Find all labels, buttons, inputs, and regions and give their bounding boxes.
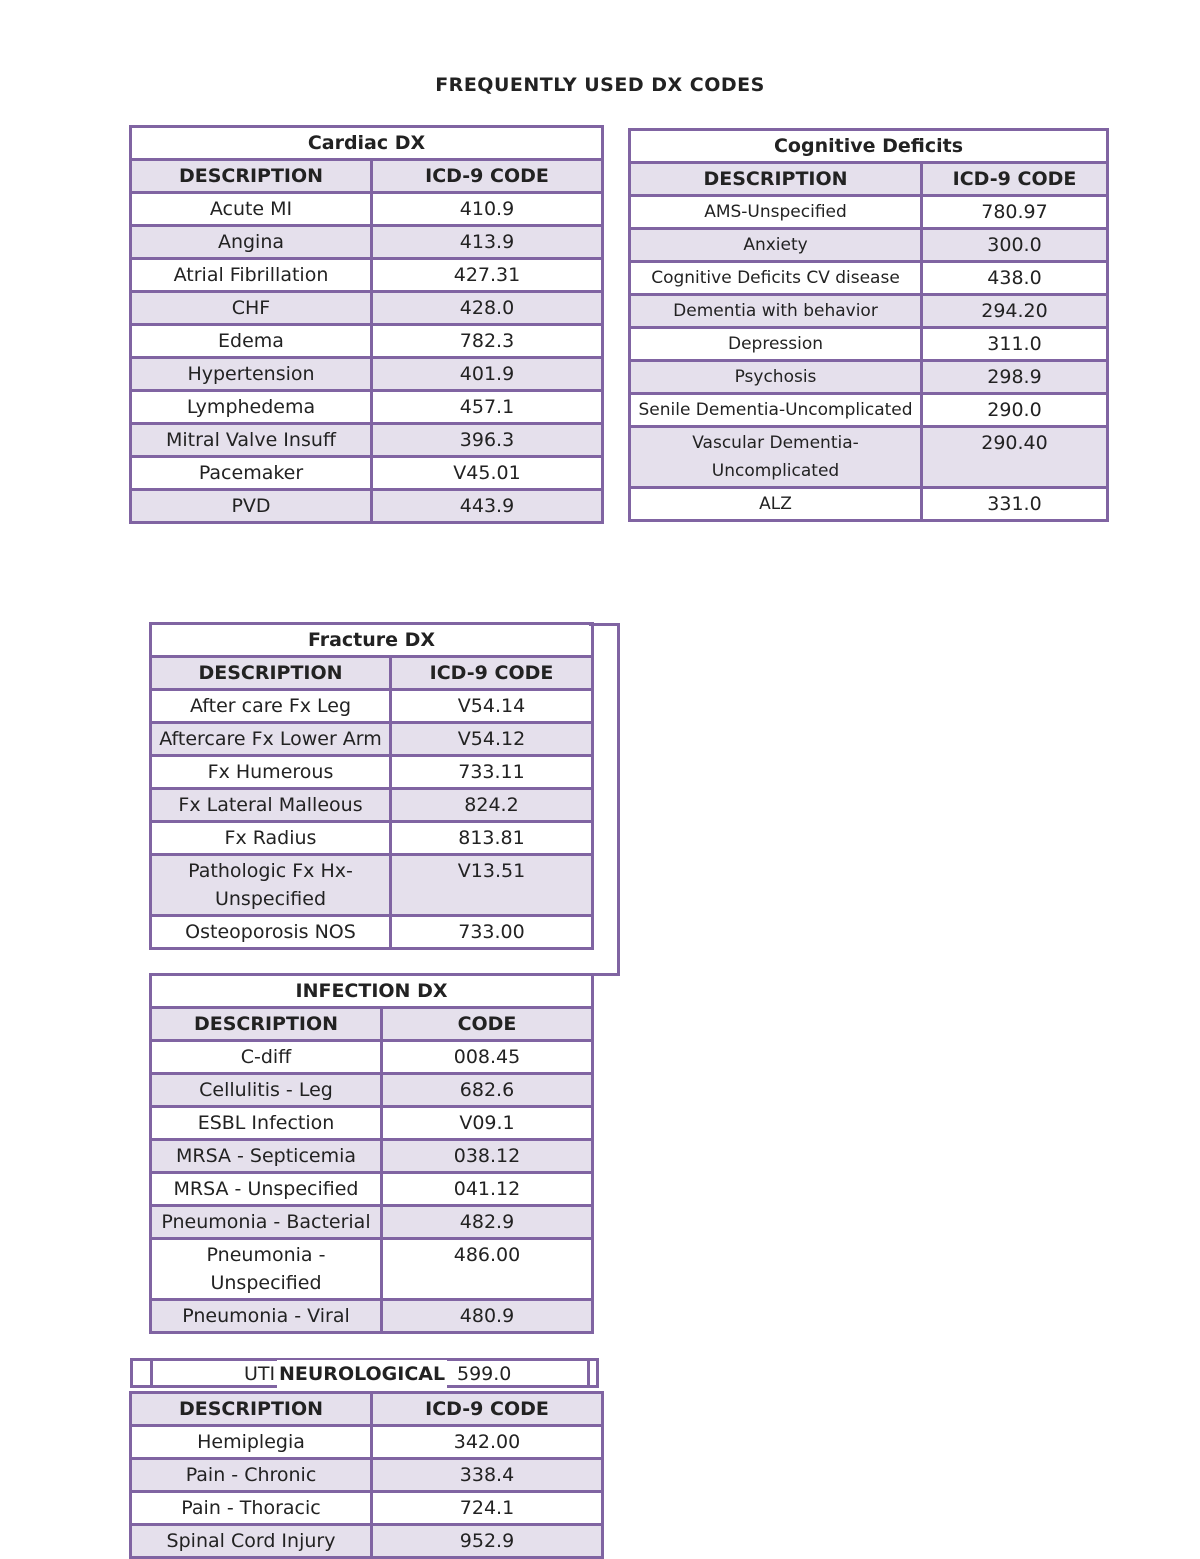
description-cell: Fx Radius [151,822,391,855]
neurological-table [129,1391,601,1559]
table-row [131,457,603,490]
description-cell: Hemiplegia [131,1426,372,1459]
code-cell: 290.40 [922,427,1108,488]
page-title: FREQUENTLY USED DX CODES [435,74,765,96]
table-row [131,259,603,292]
column-header-description: DESCRIPTION [131,160,372,193]
neurological-title: NEUROLOGICAL [277,1360,447,1388]
table-row [151,1239,593,1300]
table-row [131,1426,603,1459]
description-cell: Cellulitis - Leg [151,1074,382,1107]
table-row [131,358,603,391]
code-cell: 733.00 [391,916,593,949]
code-cell: V09.1 [382,1107,593,1140]
fracture-table [149,622,591,950]
code-cell: 300.0 [922,229,1108,262]
description-cell: ESBL Infection [151,1107,382,1140]
description-cell: Acute MI [131,193,372,226]
table-row [630,394,1108,427]
description-cell: AMS-Unspecified [630,196,922,229]
code-cell: 298.9 [922,361,1108,394]
column-header-code: ICD-9 CODE [372,1393,603,1426]
code-cell: 782.3 [372,325,603,358]
description-cell: MRSA - Septicemia [151,1140,382,1173]
description-cell: Mitral Valve Insuff [131,424,372,457]
code-cell: 038.12 [382,1140,593,1173]
code-cell: 311.0 [922,328,1108,361]
code-cell: 008.45 [382,1041,593,1074]
code-cell: 331.0 [922,488,1108,521]
description-cell: MRSA - Unspecified [151,1173,382,1206]
code-cell: 342.00 [372,1426,603,1459]
description-cell: Dementia with behavior [630,295,922,328]
uti-code: 599.0 [457,1363,512,1385]
code-cell: 682.6 [382,1074,593,1107]
description-cell: Hypertension [131,358,372,391]
code-cell: 480.9 [382,1300,593,1333]
fracture-title: Fracture DX [151,624,593,657]
column-header-description: DESCRIPTION [630,163,922,196]
column-header-code: CODE [382,1008,593,1041]
code-cell: 443.9 [372,490,603,523]
code-cell: V13.51 [391,855,593,916]
code-cell: 413.9 [372,226,603,259]
description-cell: Osteoporosis NOS [151,916,391,949]
description-cell: Pneumonia - Viral [151,1300,382,1333]
description-cell: Senile Dementia-Uncomplicated [630,394,922,427]
table-row [151,1173,593,1206]
table-row [151,1140,593,1173]
code-cell: 733.11 [391,756,593,789]
code-cell: 428.0 [372,292,603,325]
fracture-table-edge [589,623,620,976]
table-row [131,424,603,457]
code-cell: 813.81 [391,822,593,855]
description-cell: Pneumonia - Unspecified [151,1239,382,1300]
table-row [630,229,1108,262]
description-cell: Pain - Chronic [131,1459,372,1492]
description-cell: Lymphedema [131,391,372,424]
description-cell: Fx Humerous [151,756,391,789]
table-row [630,262,1108,295]
description-cell: Edema [131,325,372,358]
code-cell: 427.31 [372,259,603,292]
table-row [630,196,1108,229]
column-header-description: DESCRIPTION [131,1393,372,1426]
code-cell: 824.2 [391,789,593,822]
uti-description: UTI [244,1363,276,1385]
description-cell: After care Fx Leg [151,690,391,723]
description-cell: Pneumonia - Bacterial [151,1206,382,1239]
description-cell: Pathologic Fx Hx-Unspecified [151,855,391,916]
table-row [151,822,593,855]
table-row [131,193,603,226]
description-cell: Depression [630,328,922,361]
description-cell: Atrial Fibrillation [131,259,372,292]
description-cell: Spinal Cord Injury [131,1525,372,1558]
table-row [131,490,603,523]
table-row [151,690,593,723]
table-row [630,427,1108,488]
code-cell: 482.9 [382,1206,593,1239]
table-row [151,855,593,916]
code-cell: V54.12 [391,723,593,756]
table-row [131,1459,603,1492]
code-cell: 294.20 [922,295,1108,328]
code-cell: 724.1 [372,1492,603,1525]
description-cell: Psychosis [630,361,922,394]
cognitive-table [628,128,1106,522]
code-cell: 338.4 [372,1459,603,1492]
infection-title: INFECTION DX [151,975,593,1008]
description-cell: Pacemaker [131,457,372,490]
code-cell: 290.0 [922,394,1108,427]
table-row [151,916,593,949]
table-row [131,226,603,259]
code-cell: 780.97 [922,196,1108,229]
table-row [151,1300,593,1333]
description-cell: Pain - Thoracic [131,1492,372,1525]
table-row [630,361,1108,394]
column-header-description: DESCRIPTION [151,1008,382,1041]
table-row [630,295,1108,328]
description-cell: Fx Lateral Malleous [151,789,391,822]
table-row [630,488,1108,521]
code-cell: V45.01 [372,457,603,490]
description-cell: CHF [131,292,372,325]
cardiac-table [129,125,601,524]
column-header-description: DESCRIPTION [151,657,391,690]
column-header-code: ICD-9 CODE [372,160,603,193]
table-row [131,292,603,325]
code-cell: 438.0 [922,262,1108,295]
cognitive-title: Cognitive Deficits [630,130,1108,163]
table-row [131,391,603,424]
table-row [151,1206,593,1239]
description-cell: Cognitive Deficits CV disease [630,262,922,295]
table-row [151,756,593,789]
code-cell: 041.12 [382,1173,593,1206]
description-cell: C-diff [151,1041,382,1074]
table-row [131,1492,603,1525]
description-cell: Aftercare Fx Lower Arm [151,723,391,756]
table-row [151,723,593,756]
table-row [151,1074,593,1107]
infection-table [149,973,591,1334]
code-cell: 457.1 [372,391,603,424]
code-cell: 401.9 [372,358,603,391]
table-row [630,328,1108,361]
description-cell: Vascular Dementia-Uncomplicated [630,427,922,488]
code-cell: 952.9 [372,1525,603,1558]
code-cell: 410.9 [372,193,603,226]
description-cell: Angina [131,226,372,259]
column-header-code: ICD-9 CODE [922,163,1108,196]
column-header-code: ICD-9 CODE [391,657,593,690]
table-row [151,1041,593,1074]
cardiac-title: Cardiac DX [131,127,603,160]
code-cell: V54.14 [391,690,593,723]
table-row [151,1107,593,1140]
code-cell: 486.00 [382,1239,593,1300]
description-cell: PVD [131,490,372,523]
table-row [151,789,593,822]
table-row [131,325,603,358]
description-cell: ALZ [630,488,922,521]
description-cell: Anxiety [630,229,922,262]
code-cell: 396.3 [372,424,603,457]
